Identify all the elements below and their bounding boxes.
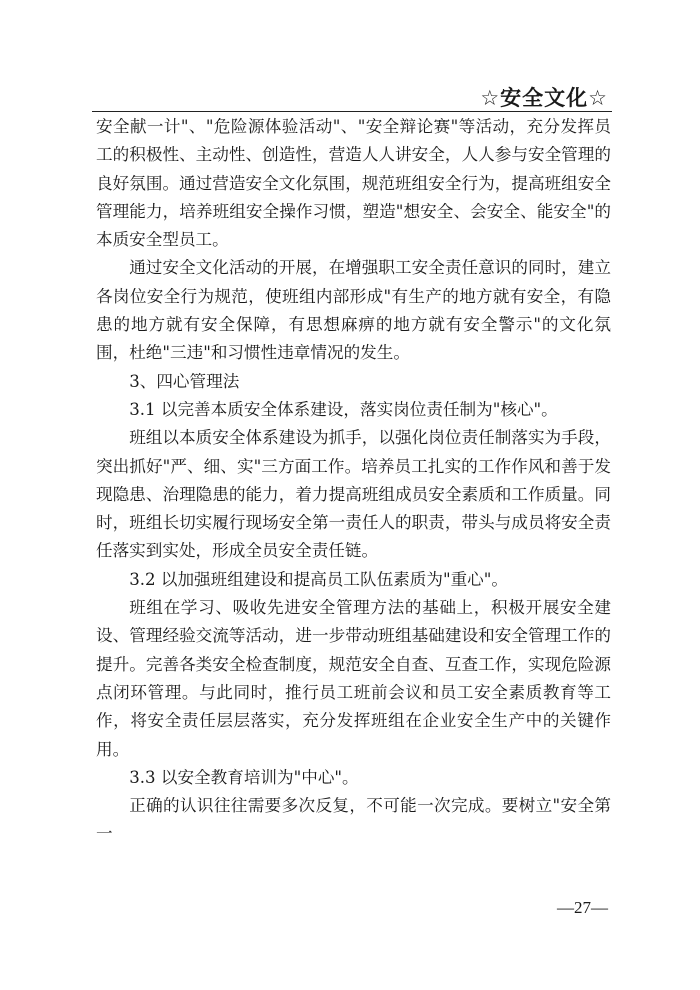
paragraph-3-3: 正确的认识往往需要多次反复，不可能一次完成。要树立"安全第一: [96, 796, 611, 844]
subsection-heading-3-2: 3.2 以加强班组建设和提高员工队伍素质为"重心"。: [129, 569, 508, 589]
paragraph-3-2: 班组在学习、吸收先进安全管理方法的基础上，积极开展安全建设、管理经验交流等活动，进一步带动班组基础建设和安全管理工作的提升。完善各类安全检查制度，规范安全自查、互查工作，实现危险源点闭环管理。与此同时，推行员工班前会议和员工安全素质教育等工作，将安全责任层层落实，充分发挥班组在企业安全生产中的关键作用。: [96, 598, 611, 759]
section-heading-3: 3、四心管理法: [129, 371, 240, 391]
paragraph-3-1: 班组以本质安全体系建设为抓手，以强化岗位责任制落实为手段，突出抓好"严、细、实"三方面工作。培养员工扎实的工作作风和善于发现隐患、治理隐患的能力，着力提高班组成员安全素质和工作质量。同时，班组长切实履行现场安全第一责任人的职责，带头与成员将安全责任落实到实处，形成全员安全责任链。: [96, 428, 611, 561]
header-divider: [92, 111, 612, 112]
paragraph-2: 通过安全文化活动的开展，在增强职工安全责任意识的同时，建立各岗位安全行为规范，使班组内部形成"有生产的地方就有安全，有隐患的地方就有安全保障，有思想麻痹的地方就有安全警示"的文化氛围，杜绝"三违"和习惯性违章情况的发生。: [96, 258, 611, 363]
paragraph-1: 安全献一计"、"危险源体验活动"、"安全辩论赛"等活动，充分发挥员工的积极性、主动性、创造性，营造人人讲安全，人人参与安全管理的良好氛围。通过营造安全文化氛围，规范班组安全行为，提高班组安全管理能力，培养班组安全操作习惯，塑造"想安全、会安全、能安全"的本质安全型员工。: [96, 117, 611, 250]
subsection-heading-3-3: 3.3 以安全教育培训为"中心"。: [129, 767, 359, 787]
section-header-title: ☆安全文化☆: [480, 86, 608, 110]
subsection-heading-3-1: 3.1 以完善本质安全体系建设，落实岗位责任制为"核心"。: [129, 399, 558, 419]
page-number: —27—: [557, 898, 608, 917]
document-body: [96, 113, 611, 849]
